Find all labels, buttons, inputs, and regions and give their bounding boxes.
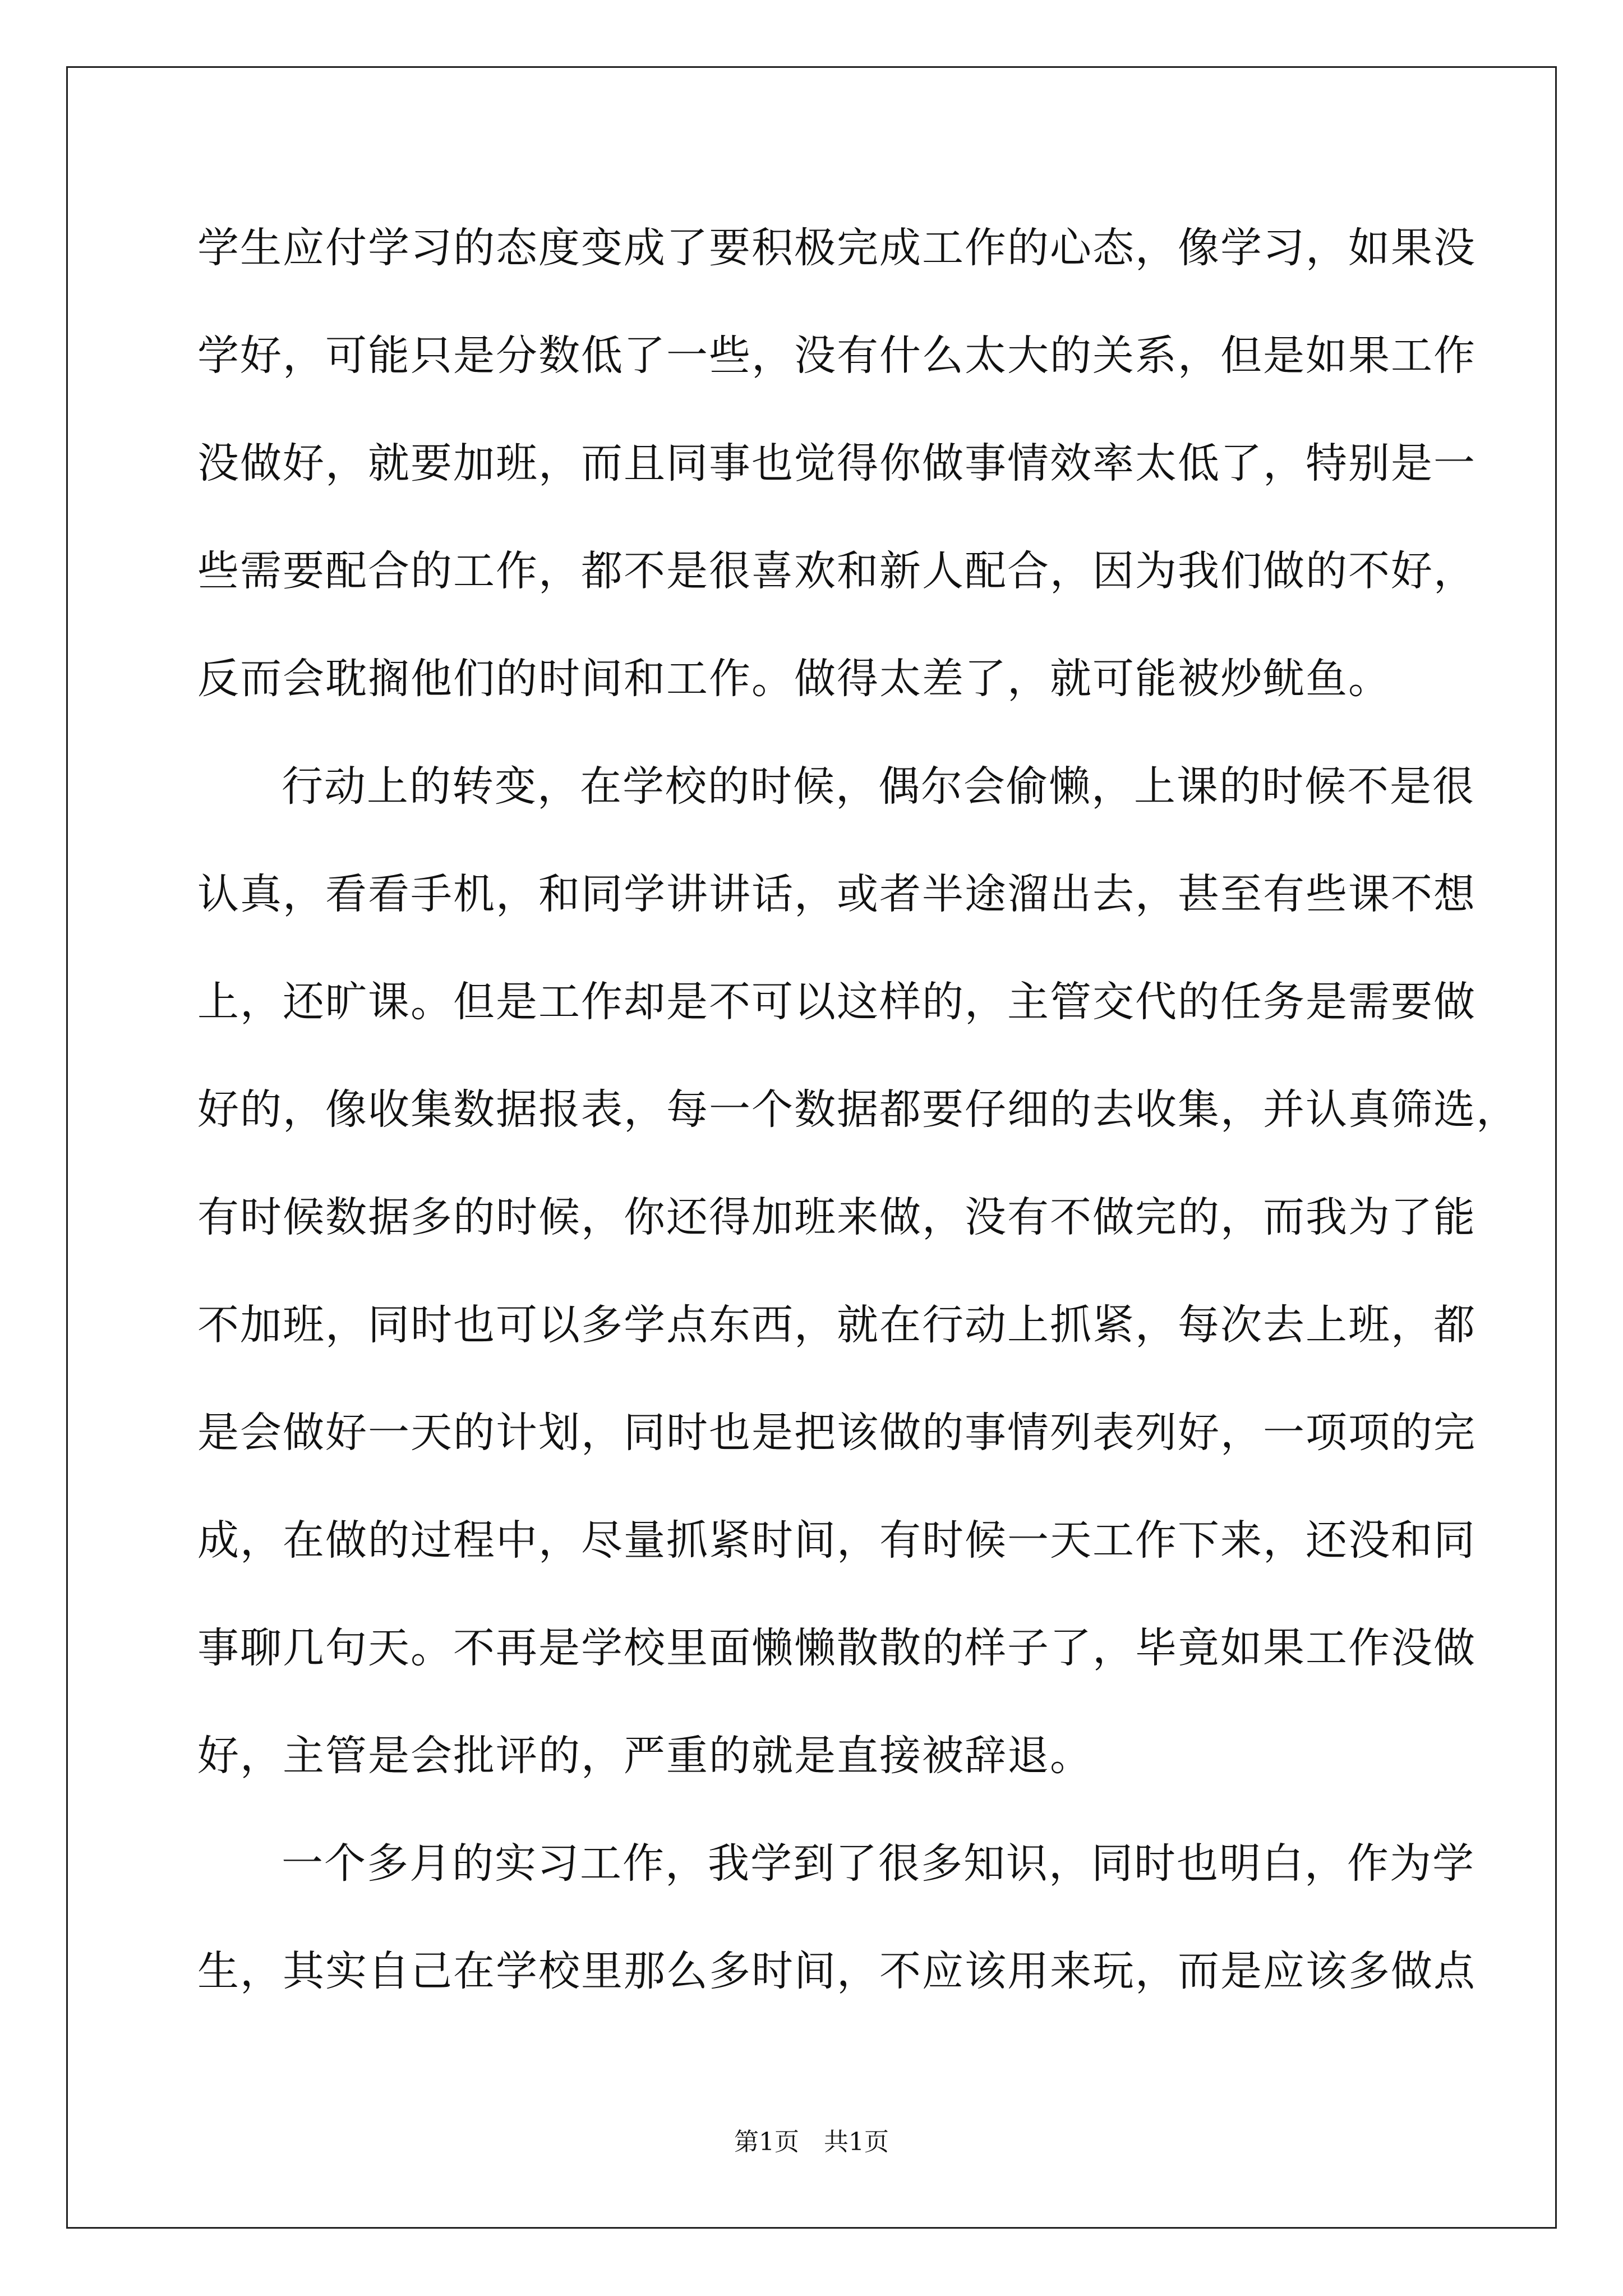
paragraph-start-line: 行动上的转变，在学校的时候，偶尔会偷懒，上课的时候不是很 bbox=[282, 762, 1475, 811]
text-line: 不加班，同时也可以多学点东西，就在行动上抓紧，每次去上班，都 bbox=[197, 1301, 1476, 1349]
text-line: 生，其实自己在学校里那么多时间，不应该用来玩，而是应该多做点 bbox=[197, 1947, 1476, 1995]
text-line: 学生应付学习的态度变成了要积极完成工作的心态，像学习，如果没 bbox=[197, 224, 1476, 272]
text-line: 成，在做的过程中，尽量抓紧时间，有时候一天工作下来，还没和同 bbox=[197, 1516, 1476, 1565]
page-number-footer: 第1页 共1页 bbox=[734, 2128, 889, 2156]
text-line: 没做好，就要加班，而且同事也觉得你做事情效率太低了，特别是一 bbox=[197, 439, 1476, 487]
text-line: 些需要配合的工作，都不是很喜欢和新人配合，因为我们做的不好， bbox=[197, 547, 1476, 595]
text-line: 好，主管是会批评的，严重的就是直接被辞退。 bbox=[197, 1732, 1092, 1780]
text-line: 是会做好一天的计划，同时也是把该做的事情列表列好，一项项的完 bbox=[197, 1409, 1476, 1457]
text-line: 学好，可能只是分数低了一些，没有什么太大的关系，但是如果工作 bbox=[197, 332, 1476, 380]
text-line: 有时候数据多的时候，你还得加班来做，没有不做完的，而我为了能 bbox=[197, 1193, 1476, 1241]
document-body bbox=[197, 212, 1519, 2043]
text-line: 事聊几句天。不再是学校里面懒懒散散的样子了，毕竟如果工作没做 bbox=[197, 1624, 1476, 1672]
text-line: 反而会耽搁他们的时间和工作。做得太差了，就可能被炒鱿鱼。 bbox=[197, 655, 1391, 703]
text-line: 认真，看看手机，和同学讲讲话，或者半途溜出去，甚至有些课不想 bbox=[197, 870, 1476, 918]
text-line: 好的，像收集数据报表，每一个数据都要仔细的去收集，并认真筛选， bbox=[197, 1085, 1519, 1134]
paragraph-start-line: 一个多月的实习工作，我学到了很多知识，同时也明白，作为学 bbox=[282, 1839, 1475, 1888]
text-line: 上，还旷课。但是工作却是不可以这样的，主管交代的任务是需要做 bbox=[197, 978, 1476, 1026]
